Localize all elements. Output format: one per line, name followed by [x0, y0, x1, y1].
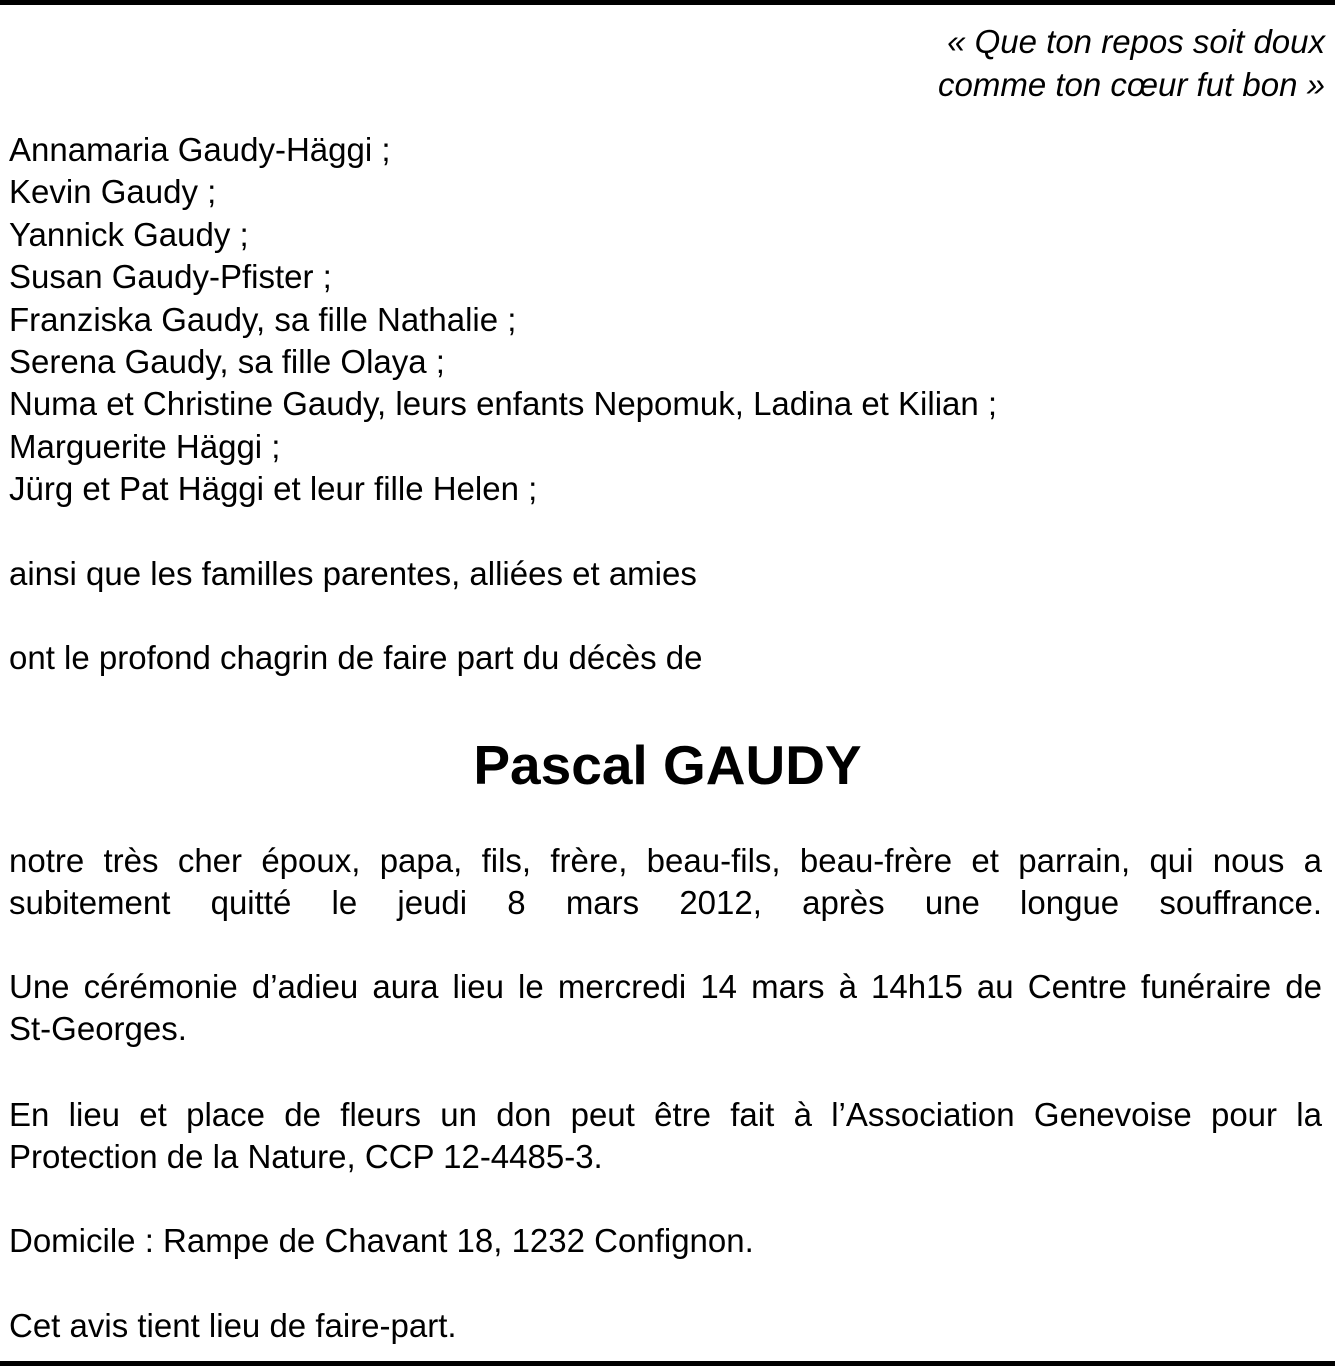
tribute-line-2: subitement quitté le jeudi 8 mars 2012, après une longue souffrance.: [9, 884, 1322, 921]
mourner-item: Marguerite Häggi ;: [9, 427, 281, 465]
mourner-item: Jürg et Pat Häggi et leur fille Helen ;: [9, 470, 538, 508]
mourner-item: Kevin Gaudy ;: [9, 173, 217, 211]
mourner-item: Serena Gaudy, sa fille Olaya ;: [9, 343, 445, 381]
mourner-item: Annamaria Gaudy-Häggi ;: [9, 131, 391, 168]
donation-paragraph: [9, 1094, 1322, 1178]
donation-line-2: Protection de la Nature, CCP 12-4485-3.: [9, 1138, 603, 1175]
mourner-item: Yannick Gaudy ;: [9, 215, 249, 253]
ceremony-line-2: St-Georges.: [9, 1010, 187, 1047]
announcement-line: ont le profond chagrin de faire part du décès de: [9, 639, 703, 676]
donation-line-1: En lieu et place de fleurs un don peut être fait à l’Association Genevoise pour la: [9, 1096, 1322, 1133]
ceremony-line-1: Une cérémonie d’adieu aura lieu le mercredi 14 mars à 14h15 au Centre funéraire de: [9, 968, 1322, 1005]
epigraph-line-1: « Que ton repos soit doux: [947, 23, 1325, 60]
closing-line: Cet avis tient lieu de faire-part.: [9, 1307, 457, 1344]
mourner-item: Numa et Christine Gaudy, leurs enfants Nepomuk, Ladina et Kilian ;: [9, 385, 998, 423]
epigraph-quote: [938, 20, 1325, 106]
mourners-list: [9, 129, 997, 511]
ceremony-paragraph: [9, 966, 1322, 1050]
deceased-name: Pascal GAUDY: [473, 734, 862, 796]
domicile-line: Domicile : Rampe de Chavant 18, 1232 Confignon.: [9, 1222, 754, 1259]
tribute-line-1: notre très cher époux, papa, fils, frère, beau-fils, beau-frère et parrain, qui nous a: [9, 842, 1322, 879]
mourner-item: Susan Gaudy-Pfister ;: [9, 258, 332, 296]
families-line: ainsi que les familles parentes, alliées et amies: [9, 555, 697, 592]
top-rule: [0, 0, 1335, 5]
tribute-paragraph: [9, 840, 1322, 924]
bottom-rule: [0, 1361, 1335, 1366]
epigraph-line-2: comme ton cœur fut bon »: [938, 66, 1325, 103]
mourner-item: Franziska Gaudy, sa fille Nathalie ;: [9, 300, 517, 338]
